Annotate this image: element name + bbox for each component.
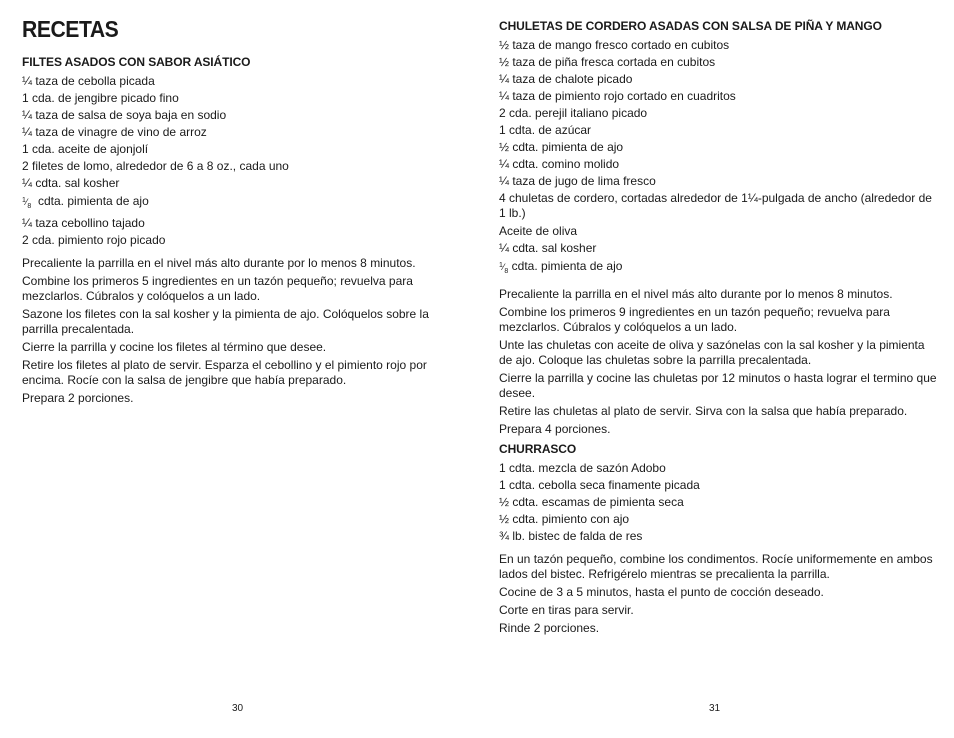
instruction-step: En un tazón pequeño, combine los condimentos. Rocíe uniformemente en ambos lados del bistec. Refrigérelo mientras se precalienta la parrilla.	[499, 552, 933, 581]
ingredient-item: ¼ taza de cebolla picada	[22, 74, 155, 88]
ingredient-item: 2 cda. perejil italiano picado	[499, 106, 648, 120]
recipe-asian-steaks	[22, 55, 442, 409]
ingredient-item: ½ cdta. pimiento con ajo	[499, 512, 630, 526]
ingredient-item-fraction: $^1⁄_8$ cdta. pimienta de ajo	[22, 194, 149, 210]
ingredient-item: 4 chuletas de cordero, cortadas alrededor de 1¼-pulgada de ancho (alrededor de 1 lb.)	[499, 191, 932, 220]
instruction-step: Rinde 2 porciones.	[499, 621, 600, 635]
instruction-step: Cierre la parrilla y cocine las chuletas por 12 minutos o hasta lograr el termino que desee.	[499, 371, 937, 400]
instruction-list	[499, 552, 939, 636]
ingredient-list	[499, 37, 939, 280]
ingredient-item: ¼ taza de salsa de soya baja en sodio	[22, 108, 227, 122]
ingredient-item: 2 filetes de lomo, alrededor de 6 a 8 oz., cada uno	[22, 159, 289, 173]
instruction-step: Prepara 2 porciones.	[22, 391, 134, 405]
ingredient-item: 1 cdta. cebolla seca finamente picada	[499, 478, 700, 492]
ingredient-item: 1 cda. aceite de ajonjolí	[22, 142, 149, 156]
instruction-step: Cocine de 3 a 5 minutos, hasta el punto de cocción deseado.	[499, 585, 824, 599]
ingredient-item: 1 cda. de jengibre picado fino	[22, 91, 179, 105]
ingredient-item: ½ taza de piña fresca cortada en cubitos	[499, 55, 716, 69]
instruction-step: Retire las chuletas al plato de servir. Sirva con la salsa que había preparado.	[499, 404, 908, 418]
recipe-title: CHULETAS DE CORDERO ASADAS CON SALSA DE PIÑA Y MANGO	[499, 19, 882, 33]
instruction-step: Combine los primeros 9 ingredientes en un tazón pequeño; revuelva para mezclarlos. Cúbralos y colóquelos a un lado.	[499, 305, 890, 334]
recipe-churrasco	[499, 442, 939, 639]
instruction-step: Precaliente la parrilla en el nivel más alto durante por lo menos 8 minutos.	[22, 256, 416, 270]
ingredient-item-fraction: $^1⁄_8$ cdta. pimienta de ajo	[499, 259, 623, 275]
page-number: 31	[709, 703, 721, 714]
instruction-list	[499, 287, 939, 437]
ingredient-item: ¼ cdta. sal kosher	[499, 241, 597, 255]
recipe-title: CHURRASCO	[499, 442, 577, 456]
instruction-step: Unte las chuletas con aceite de oliva y sazónelas con la sal kosher y la pimienta de ajo. Coloque las chuletas sobre la parrilla precalentada.	[499, 338, 925, 367]
ingredient-item: 2 cda. pimiento rojo picado	[22, 233, 166, 247]
ingredient-item: ¼ cdta. comino molido	[499, 157, 620, 171]
ingredient-list	[499, 460, 939, 545]
left-page	[22, 0, 442, 738]
instruction-step: Combine los primeros 5 ingredientes en un tazón pequeño; revuelva para mezclarlos. Cúbralos y colóquelos a un lado.	[22, 274, 413, 303]
recipe-lamb-chops	[499, 19, 939, 440]
page-heading: RECETAS	[22, 16, 119, 42]
ingredient-item: ¾ lb. bistec de falda de res	[499, 529, 643, 543]
fraction-one-eighth: $^1⁄_8$	[22, 197, 32, 210]
recipe-title: FILTES ASADOS CON SABOR ASIÁTICO	[22, 55, 251, 69]
instruction-step: Precaliente la parrilla en el nivel más alto durante por lo menos 8 minutos.	[499, 287, 893, 301]
ingredient-item: ¼ taza de vinagre de vino de arroz	[22, 125, 207, 139]
ingredient-item: ½ cdta. pimienta de ajo	[499, 140, 624, 154]
instruction-step: Corte en tiras para servir.	[499, 603, 634, 617]
ingredient-item: Aceite de oliva	[499, 224, 578, 238]
ingredient-item: ¼ taza de pimiento rojo cortado en cuadritos	[499, 89, 736, 103]
instruction-step: Prepara 4 porciones.	[499, 422, 611, 436]
ingredient-item: 1 cdta. de azúcar	[499, 123, 592, 137]
ingredient-item: ¼ cdta. sal kosher	[22, 176, 120, 190]
ingredient-item: ¼ taza de jugo de lima fresco	[499, 174, 656, 188]
ingredient-item: ½ taza de mango fresco cortado en cubitos	[499, 38, 730, 52]
ingredient-item: ¼ taza cebollino tajado	[22, 216, 145, 230]
fraction-one-eighth: $^1⁄_8$	[499, 262, 509, 275]
instruction-step: Sazone los filetes con la sal kosher y la pimienta de ajo. Colóquelos sobre la parrilla precalentada.	[22, 307, 429, 336]
ingredient-item: ½ cdta. escamas de pimienta seca	[499, 495, 684, 509]
instruction-step: Cierre la parrilla y cocine los filetes al término que desee.	[22, 340, 327, 354]
ingredient-list	[22, 73, 442, 249]
ingredient-item: 1 cdta. mezcla de sazón Adobo	[499, 461, 666, 475]
ingredient-item: ¼ taza de chalote picado	[499, 72, 633, 86]
instruction-step: Retire los filetes al plato de servir. Esparza el cebollino y el pimiento rojo por encima. Rocíe con la salsa de jengibre que había preparado.	[22, 358, 427, 387]
instruction-list	[22, 256, 442, 406]
page-number: 30	[232, 703, 244, 714]
right-page	[499, 0, 939, 738]
